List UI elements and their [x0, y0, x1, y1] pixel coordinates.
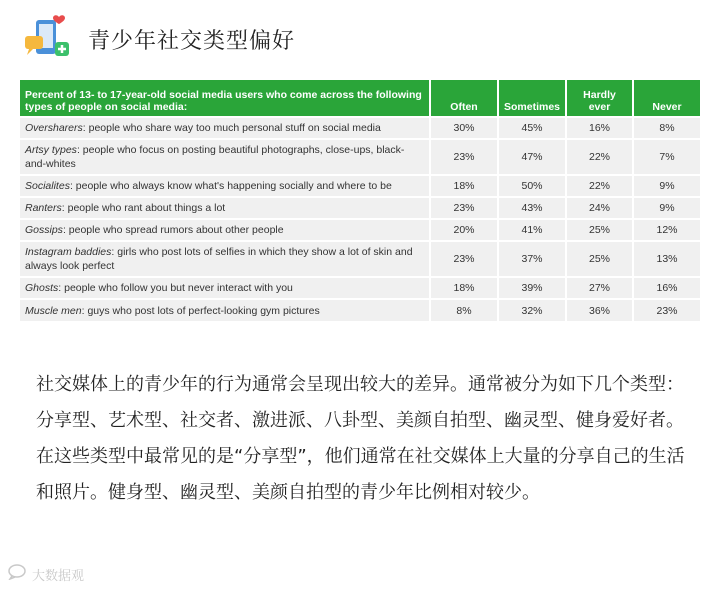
cell-often: 23%: [430, 197, 498, 219]
survey-table: [20, 80, 700, 321]
type-desc: : people who focus on posting beautiful photographs, close-ups, black-and-whites: [25, 144, 405, 170]
cell-sometimes: 39%: [498, 277, 566, 299]
type-desc: : people who spread rumors about other people: [62, 224, 284, 236]
type-name: Oversharers: [25, 122, 83, 134]
cell-sometimes: 43%: [498, 197, 566, 219]
table-row: [20, 277, 700, 299]
table-question-header: Percent of 13- to 17-year-old social media users who come across the following types of people on social media:: [20, 80, 430, 117]
row-description: [20, 175, 430, 197]
type-desc: : people who share way too much personal stuff on social media: [82, 122, 381, 134]
column-header-often: Often: [430, 80, 498, 117]
cell-sometimes: 32%: [498, 299, 566, 321]
cell-hardly-ever: 25%: [566, 241, 633, 277]
row-description: [20, 197, 430, 219]
cell-often: 23%: [430, 241, 498, 277]
page-title: 青少年社交类型偏好: [88, 28, 296, 54]
row-description: [20, 117, 430, 139]
table-row: [20, 299, 700, 321]
summary-paragraph: 社交媒体上的青少年的行为通常会呈现出较大的差异。通常被分为如下几个类型：分享型、艺术型、社交者、激进派、八卦型、美颜自拍型、幽灵型、健身爱好者。在这些类型中最常见的是“分享型”，他们通常在社交媒体上大量的分享自己的生活和照片。健身型、幽灵型、美颜自拍型的青少年比例相对较少。: [36, 374, 685, 503]
watermark: [8, 564, 84, 584]
type-name: Gossips: [25, 224, 63, 236]
table-row: [20, 241, 700, 277]
social-media-icon: [22, 14, 74, 64]
cell-never: 16%: [633, 277, 700, 299]
cell-often: 18%: [430, 175, 498, 197]
type-name: Socialites: [25, 180, 70, 192]
type-name: Muscle men: [25, 304, 82, 317]
row-description: [20, 241, 430, 277]
cell-never: 12%: [633, 219, 700, 241]
cell-sometimes: 41%: [498, 219, 566, 241]
cell-never: 9%: [633, 175, 700, 197]
cell-sometimes: 50%: [498, 175, 566, 197]
column-header-hardly-ever: Hardly ever: [566, 80, 633, 117]
cell-never: 8%: [633, 117, 700, 139]
type-name: Instagram baddies: [25, 246, 112, 258]
cell-often: 8%: [430, 299, 498, 321]
row-description: [20, 219, 430, 241]
cell-hardly-ever: 25%: [566, 219, 633, 241]
cell-never: 13%: [633, 241, 700, 277]
table-row: [20, 117, 700, 139]
watermark-text: 大数据观: [32, 568, 85, 584]
row-description: [20, 277, 430, 299]
cell-hardly-ever: 22%: [566, 139, 633, 175]
table-row: [20, 175, 700, 197]
table-row: [20, 139, 700, 175]
cell-often: 20%: [430, 219, 498, 241]
cell-hardly-ever: 22%: [566, 175, 633, 197]
table-row: [20, 197, 700, 219]
row-description: [20, 139, 430, 175]
type-name: Ghosts: [25, 282, 59, 294]
cell-sometimes: 47%: [498, 139, 566, 175]
row-description: [20, 299, 430, 321]
column-header-never: Never: [633, 80, 700, 117]
cell-hardly-ever: 16%: [566, 117, 633, 139]
page-header: [22, 14, 295, 64]
type-name: Ranters: [25, 202, 62, 214]
cell-never: 9%: [633, 197, 700, 219]
type-desc: : people who follow you but never interact with you: [58, 282, 293, 294]
cell-often: 30%: [430, 117, 498, 139]
type-desc: : guys who post lots of perfect-looking gym pictures: [81, 304, 320, 317]
table-row: [20, 219, 700, 241]
cell-never: 23%: [633, 299, 700, 321]
cell-often: 23%: [430, 139, 498, 175]
type-name: Artsy types: [25, 144, 77, 156]
cell-hardly-ever: 36%: [566, 299, 633, 321]
type-desc: : people who always know what's happening socially and where to be: [69, 180, 392, 192]
cell-sometimes: 37%: [498, 241, 566, 277]
cell-often: 18%: [430, 277, 498, 299]
cell-hardly-ever: 27%: [566, 277, 633, 299]
chat-bubble-icon: [8, 564, 28, 584]
column-header-sometimes: Sometimes: [498, 80, 566, 117]
type-desc: : people who rant about things a lot: [61, 202, 226, 214]
type-desc: : girls who post lots of selfies in which they show a lot of skin and always look perfect: [25, 246, 413, 272]
cell-sometimes: 45%: [498, 117, 566, 139]
cell-hardly-ever: 24%: [566, 197, 633, 219]
cell-never: 7%: [633, 139, 700, 175]
